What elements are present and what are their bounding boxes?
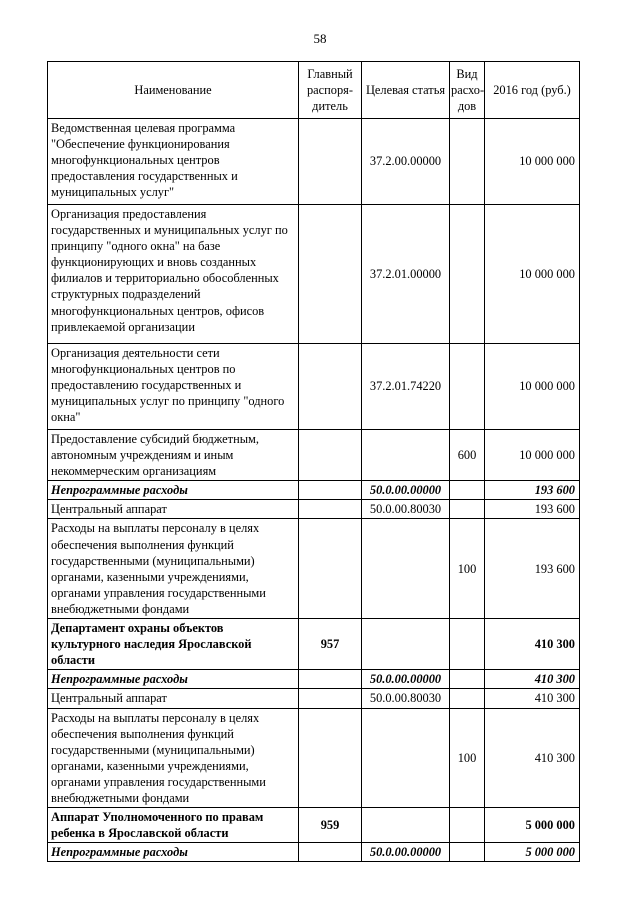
- cell-target: [362, 808, 450, 843]
- header-admin: Главный распоря- дитель: [299, 62, 362, 119]
- cell-name: Расходы на выплаты персоналу в целях обеспечения выполнения функций государственными (муниципальными) органами, казенными учреждениями, органами управления государственными внебюджетными фондами: [48, 519, 299, 619]
- cell-amount: 10 000 000: [485, 344, 580, 430]
- table-row: [48, 481, 580, 500]
- cell-target: 50.0.00.00000: [362, 670, 450, 689]
- cell-target: 50.0.00.00000: [362, 481, 450, 500]
- cell-type: [450, 619, 485, 670]
- cell-target: [362, 519, 450, 619]
- cell-admin: [299, 519, 362, 619]
- table-row: [48, 500, 580, 519]
- cell-type: [450, 119, 485, 205]
- header-type: Вид расхо- дов: [450, 62, 485, 119]
- header-name: Наименование: [48, 62, 299, 119]
- cell-name: Непрограммные расходы: [48, 843, 299, 862]
- cell-admin: [299, 500, 362, 519]
- table-row: [48, 519, 580, 619]
- cell-admin: [299, 708, 362, 808]
- cell-name: Организация деятельности сети многофункциональных центров по предоставлению государственных и муниципальных услуг по принципу "одного окна": [48, 344, 299, 430]
- cell-amount: 193 600: [485, 519, 580, 619]
- cell-type: [450, 843, 485, 862]
- table-row: [48, 344, 580, 430]
- cell-target: 37.2.00.00000: [362, 119, 450, 205]
- cell-target: 50.0.00.00000: [362, 843, 450, 862]
- cell-target: 50.0.00.80030: [362, 689, 450, 708]
- cell-type: [450, 344, 485, 430]
- cell-type: 100: [450, 708, 485, 808]
- cell-amount: 10 000 000: [485, 119, 580, 205]
- cell-type: [450, 808, 485, 843]
- cell-name: Организация предоставления государственных и муниципальных услуг по принципу "одного окна" на базе функционирующих и вновь созданных филиалов и территориально обособленных структурных подразделений многофункциональных центров, офисов привлекаемой организации: [48, 205, 299, 344]
- cell-amount: 10 000 000: [485, 205, 580, 344]
- table-row: [48, 430, 580, 481]
- page-number: 58: [313, 31, 327, 46]
- cell-name: Аппарат Уполномоченного по правам ребенка в Ярославской области: [48, 808, 299, 843]
- cell-amount: 410 300: [485, 670, 580, 689]
- table-header-row: [48, 62, 580, 119]
- cell-admin: [299, 481, 362, 500]
- cell-name: Департамент охраны объектов культурного наследия Ярославской области: [48, 619, 299, 670]
- table-row: [48, 119, 580, 205]
- cell-admin: 957: [299, 619, 362, 670]
- cell-admin: 959: [299, 808, 362, 843]
- cell-name: Расходы на выплаты персоналу в целях обеспечения выполнения функций государственными (муниципальными) органами, казенными учреждениями, органами управления государственными внебюджетными фондами: [48, 708, 299, 808]
- cell-type: [450, 205, 485, 344]
- cell-name: Предоставление субсидий бюджетным, автономным учреждениям и иным некоммерческим организациям: [48, 430, 299, 481]
- cell-admin: [299, 843, 362, 862]
- cell-type: [450, 689, 485, 708]
- header-amount: 2016 год (руб.): [485, 62, 580, 119]
- cell-target: [362, 619, 450, 670]
- cell-target: 50.0.00.80030: [362, 500, 450, 519]
- cell-type: [450, 670, 485, 689]
- table-body: [48, 119, 580, 862]
- cell-amount: 410 300: [485, 619, 580, 670]
- cell-name: Центральный аппарат: [48, 500, 299, 519]
- cell-admin: [299, 119, 362, 205]
- table-row: [48, 708, 580, 808]
- cell-amount: 5 000 000: [485, 843, 580, 862]
- cell-name: Непрограммные расходы: [48, 670, 299, 689]
- cell-admin: [299, 689, 362, 708]
- cell-amount: 410 300: [485, 689, 580, 708]
- cell-name: Непрограммные расходы: [48, 481, 299, 500]
- cell-amount: 193 600: [485, 500, 580, 519]
- cell-name: Центральный аппарат: [48, 689, 299, 708]
- table-row: [48, 843, 580, 862]
- cell-amount: 5 000 000: [485, 808, 580, 843]
- cell-type: [450, 500, 485, 519]
- cell-target: 37.2.01.00000: [362, 205, 450, 344]
- header-target: Целевая статья: [362, 62, 450, 119]
- cell-amount: 193 600: [485, 481, 580, 500]
- cell-name: Ведомственная целевая программа "Обеспечение функционирования многофункциональных центров предоставления государственных и муниципальных услуг": [48, 119, 299, 205]
- table-row: [48, 808, 580, 843]
- table-row: [48, 689, 580, 708]
- cell-type: 100: [450, 519, 485, 619]
- table-row: [48, 205, 580, 344]
- cell-target: [362, 708, 450, 808]
- cell-amount: 10 000 000: [485, 430, 580, 481]
- cell-admin: [299, 430, 362, 481]
- table-row: [48, 619, 580, 670]
- cell-admin: [299, 670, 362, 689]
- cell-type: [450, 481, 485, 500]
- table-row: [48, 670, 580, 689]
- cell-admin: [299, 344, 362, 430]
- cell-admin: [299, 205, 362, 344]
- cell-target: [362, 430, 450, 481]
- budget-table: [47, 61, 580, 862]
- cell-amount: 410 300: [485, 708, 580, 808]
- cell-target: 37.2.01.74220: [362, 344, 450, 430]
- cell-type: 600: [450, 430, 485, 481]
